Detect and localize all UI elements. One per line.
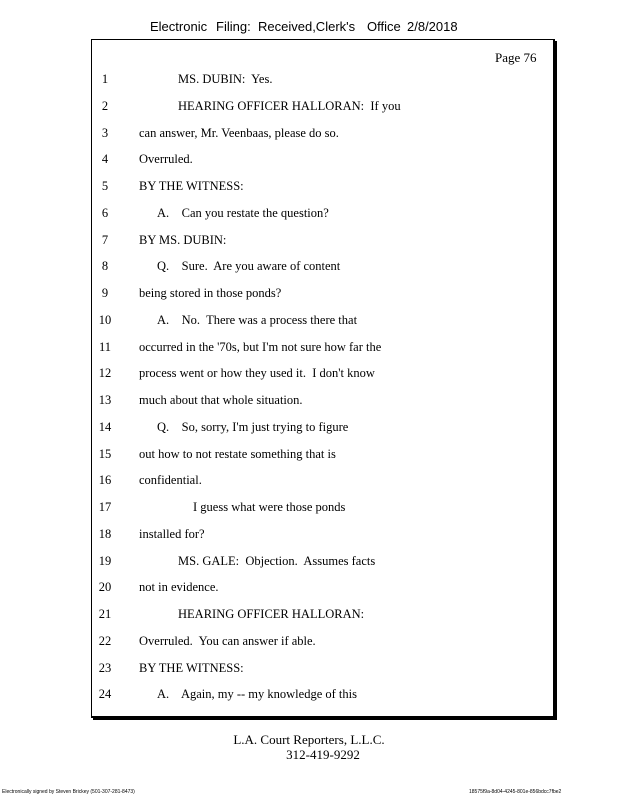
header-word-office: Office: [367, 19, 401, 34]
document-hash: 18575f9a-8d04-4245-801e-856bdcc7fbe2: [469, 789, 562, 795]
header-word-electronic: Electronic: [150, 19, 208, 34]
transcript-line: [0, 206, 618, 226]
line-text: A. Can you restate the question?: [157, 205, 329, 220]
line-number: 4: [101, 152, 109, 167]
line-text: process went or how they used it. I don't know: [139, 366, 375, 381]
transcript-line: [0, 607, 618, 627]
line-number: 16: [98, 473, 112, 488]
line-text: I guess what were those ponds: [193, 500, 346, 514]
transcript-line: [0, 179, 618, 199]
header-word-filing: Filing:: [216, 19, 251, 34]
filing-stamp-header: [0, 19, 618, 37]
transcript-line: [0, 99, 618, 119]
line-number: 21: [98, 607, 112, 621]
line-number: 5: [101, 179, 109, 193]
footer-company: L.A. Court Reporters, L.L.C.: [233, 732, 385, 747]
transcript-line: [0, 687, 618, 707]
line-text: BY THE WITNESS:: [139, 179, 244, 193]
transcript-line: [0, 420, 618, 440]
line-number: 13: [98, 393, 112, 407]
line-text: installed for?: [139, 526, 205, 541]
line-number: 12: [98, 366, 112, 381]
line-number: 6: [101, 205, 109, 220]
line-number: 24: [98, 687, 112, 702]
line-text: out how to not restate something that is: [139, 446, 336, 461]
line-text: being stored in those ponds?: [139, 286, 282, 300]
line-number: 23: [98, 660, 112, 675]
line-number: 2: [101, 98, 109, 113]
line-text: can answer, Mr. Veenbaas, please do so.: [139, 125, 339, 140]
transcript-line: [0, 126, 618, 146]
line-text: occurred in the '70s, but I'm not sure how far the: [139, 339, 382, 354]
transcript-line: [0, 661, 618, 681]
line-text: A. No. There was a process there that: [157, 312, 358, 327]
line-number: 15: [98, 446, 112, 461]
page-number: Page 76: [495, 50, 537, 65]
line-number: 9: [101, 286, 109, 300]
line-number: 22: [98, 633, 112, 648]
line-text: much about that whole situation.: [139, 393, 303, 407]
transcript-line: [0, 473, 618, 493]
line-text: MS. GALE: Objection. Assumes facts: [178, 553, 376, 568]
line-number: 17: [98, 500, 112, 514]
transcript-line: [0, 580, 618, 600]
line-number: 20: [98, 580, 112, 595]
line-number: 7: [101, 232, 109, 247]
line-number: 19: [98, 553, 112, 568]
line-text: HEARING OFFICER HALLORAN:: [178, 607, 365, 621]
line-number: 8: [101, 259, 109, 274]
transcript-line: [0, 340, 618, 360]
footer-phone: 312-419-9292: [286, 747, 360, 762]
line-number: 10: [98, 312, 112, 327]
line-number: 3: [101, 125, 109, 140]
transcript-line: [0, 527, 618, 547]
transcript-line: [0, 286, 618, 306]
transcript-line: [0, 72, 618, 92]
transcript-line: [0, 233, 618, 253]
line-number: 14: [98, 419, 112, 434]
line-text: Overruled.: [139, 152, 193, 167]
transcript-line: [0, 366, 618, 386]
line-text: Q. So, sorry, I'm just trying to figure: [157, 419, 349, 434]
line-text: not in evidence.: [139, 580, 219, 595]
line-text: HEARING OFFICER HALLORAN: If you: [178, 98, 401, 113]
transcript-line: [0, 554, 618, 574]
line-text: A. Again, my -- my knowledge of this: [157, 687, 357, 702]
transcript-line: [0, 500, 618, 520]
line-text: BY THE WITNESS:: [139, 660, 244, 675]
line-text: Q. Sure. Are you aware of content: [157, 259, 341, 274]
transcript-line: [0, 634, 618, 654]
line-text: confidential.: [139, 473, 202, 488]
line-text: BY MS. DUBIN:: [139, 232, 227, 247]
transcript-line: [0, 393, 618, 413]
transcript-line: [0, 259, 618, 279]
header-word-received: Received,Clerk's: [258, 19, 356, 34]
line-number: 1: [101, 72, 109, 86]
line-text: MS. DUBIN: Yes.: [178, 72, 273, 86]
e-signature-text: Electronically signed by Steven Brickey (501-307-281-8473): [2, 789, 135, 795]
transcript-line: [0, 447, 618, 467]
transcript-line: [0, 152, 618, 172]
transcript-line: [0, 313, 618, 333]
header-date: 2/8/2018: [407, 19, 458, 34]
line-number: 11: [98, 339, 112, 354]
line-text: Overruled. You can answer if able.: [139, 633, 316, 648]
line-number: 18: [98, 526, 112, 541]
